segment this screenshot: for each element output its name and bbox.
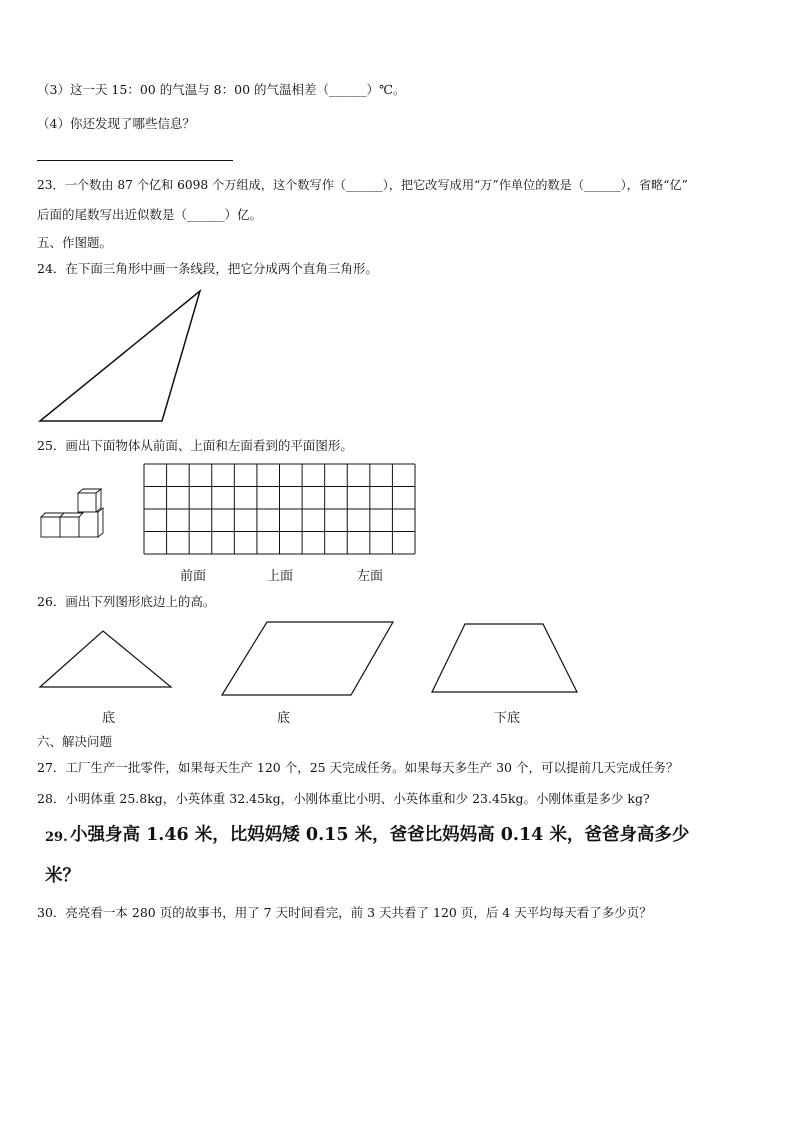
section-5-heading: 五、作图题。 [37, 235, 113, 250]
q24-triangle [40, 291, 200, 421]
q22-part4: （4）你还发现了哪些信息？ [37, 116, 195, 131]
q29-number: 29. [45, 830, 68, 845]
q29-line1: 小强身高 1.46 米，比妈妈矮 0.15 米，爸爸比妈妈高 0.14 米，爸爸身高多少 [70, 825, 690, 845]
q23-line1: 23．一个数由 87 个亿和 6098 个万组成，这个数写作（______），把它改写成用“万”作单位的数是（______），省略“亿” [37, 178, 688, 192]
label-front-view: 前面 [180, 569, 207, 584]
label-triangle-base: 底 [102, 711, 116, 726]
q27: 27．工厂生产一批零件，如果每天生产 120 个，25 天完成任务。如果每天多生产 30 个，可以提前几天完成任务？ [37, 760, 679, 775]
q23-line2: 后面的尾数写出近似数是（______）亿。 [37, 207, 263, 222]
q22-part3: （3）这一天 15：00 的气温与 8：00 的气温相差（______）℃。 [37, 82, 406, 97]
label-left-view: 左面 [357, 569, 384, 584]
section-6-heading: 六、解决问题 [37, 734, 113, 749]
q26: 26．画出下列图形底边上的高。 [37, 594, 216, 609]
label-top-view: 上面 [267, 569, 294, 584]
q30: 30．亮亮看一本 280 页的故事书，用了 7 天时间看完，前 3 天共看了 120 页，后 4 天平均每天看了多少页？ [37, 905, 652, 920]
q28: 28．小明体重 25.8kg，小英体重 32.45kg，小刚体重比小明、小英体重和少 23.45kg。小刚体重是多少 kg? [37, 791, 650, 806]
q29-line2: 米？ [45, 866, 80, 886]
label-parallelogram-base: 底 [277, 711, 291, 726]
answer-line [37, 160, 233, 161]
q26-parallelogram [222, 622, 393, 695]
q25: 25．画出下面物体从前面、上面和左面看到的平面图形。 [37, 438, 353, 453]
q26-triangle [40, 631, 171, 687]
label-trapezoid-base: 下底 [494, 711, 521, 726]
q24: 24．在下面三角形中画一条线段，把它分成两个直角三角形。 [37, 261, 378, 276]
q26-trapezoid [432, 624, 577, 692]
